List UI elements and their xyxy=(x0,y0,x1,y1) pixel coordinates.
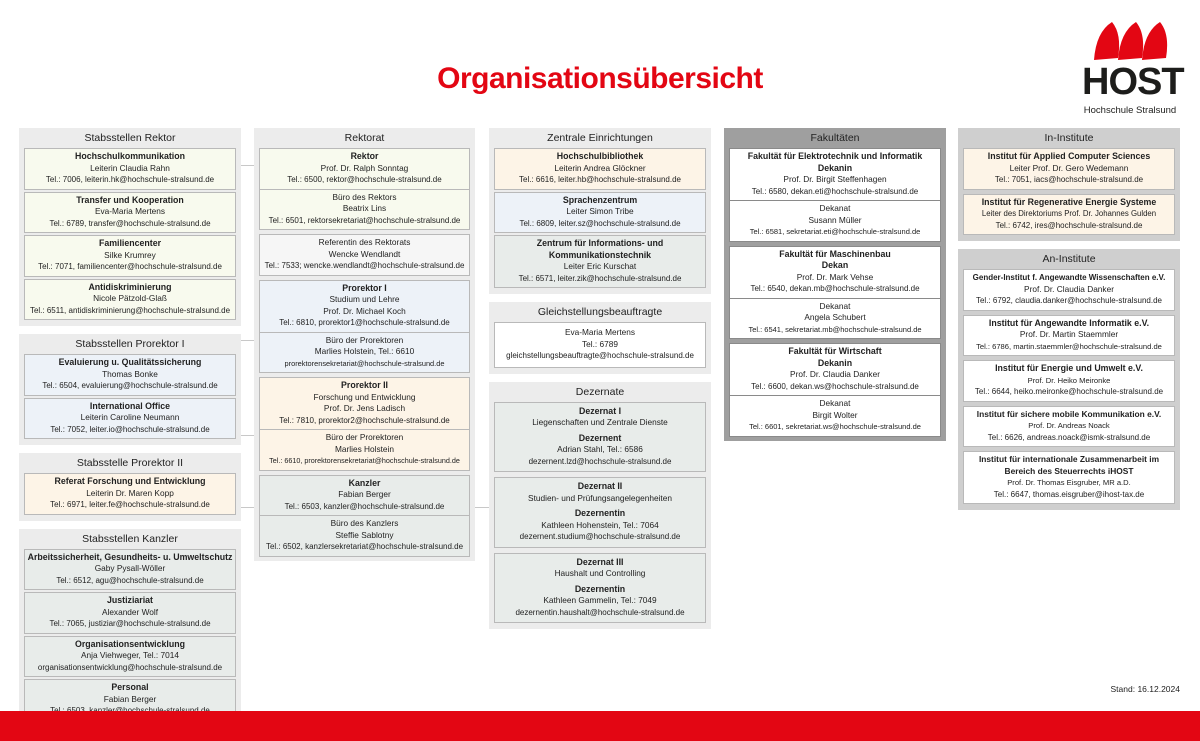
unit-person: Prof. Dr. Thomas Eisgruber, MR a.D. xyxy=(1007,478,1131,487)
unit-title: Institut für sichere mobile Kommunikation e.V. xyxy=(976,408,1162,419)
unit-person: Angela Schubert xyxy=(804,312,866,322)
unit-title: Dezernat II xyxy=(577,481,623,491)
unit-contact: Tel.: 7810, prorektor2@hochschule-stralsund.de xyxy=(279,415,450,425)
unit-title: Prorektor II xyxy=(341,380,388,390)
unit-person: Prof. Dr. Michael Koch xyxy=(323,305,406,316)
unit-person: Leiterin Claudia Rahn xyxy=(90,162,170,173)
column-institutes xyxy=(958,128,1180,518)
group-stabsstellen-rektor xyxy=(19,128,241,326)
unit-title: Personal xyxy=(111,682,149,692)
unit-box xyxy=(963,148,1175,190)
unit-contact: Tel.: 6971, leiter.fe@hochschule-stralsund.de xyxy=(50,500,210,509)
unit-contact: Tel.: 6809, leiter.sz@hochschule-stralsund.de xyxy=(519,218,681,228)
unit-box xyxy=(24,592,236,634)
dekanat-box xyxy=(729,396,941,437)
unit-title: Zentrum für Informations- und xyxy=(536,238,664,248)
unit-contact: Tel.: 6512, agu@hochschule-stralsund.de xyxy=(56,575,204,585)
unit-contact: Tel.: 6502, kanzlersekretariat@hochschule-stralsund.de xyxy=(265,542,464,551)
unit-contact: Tel.: 7065, justiziar@hochschule-stralsund.de xyxy=(49,619,211,628)
group-title: Rektorat xyxy=(344,132,385,144)
group-in-institute xyxy=(958,128,1180,241)
unit-title: Gender-Institut f. Angewandte Wissenschaften e.V. xyxy=(972,273,1166,282)
page-title: Organisationsübersicht xyxy=(437,62,763,95)
unit-contact: Tel.: 7533; wencke.wendlandt@hochschule-stralsund.de xyxy=(264,261,465,270)
unit-title: Institut für internationale Zusammenarbeit im xyxy=(978,454,1160,464)
unit-title: Justiziariat xyxy=(107,595,153,605)
unit-person: Wencke Wendlandt xyxy=(328,248,401,259)
group-zentrale-einrichtungen xyxy=(489,128,711,294)
unit-box xyxy=(24,148,236,190)
unit-title-line2: Bereich des Steuerrechts iHOST xyxy=(1004,465,1134,476)
prorektor1-pair xyxy=(259,280,470,374)
unit-box xyxy=(963,194,1175,236)
unit-person: Fabian Berger xyxy=(338,489,391,499)
unit-box xyxy=(963,315,1175,357)
unit-area: Haushalt und Controlling xyxy=(554,568,646,578)
unit-person: Nicole Pätzold-Glaß xyxy=(93,293,167,303)
unit-contact: Tel.: 6580, dekan.eti@hochschule-stralsund.de xyxy=(751,186,919,196)
unit-title: Büro des Rektors xyxy=(332,191,397,202)
unit-contact: Tel.: 6540, dekan.mb@hochschule-stralsund.de xyxy=(750,284,920,293)
unit-title: International Office xyxy=(89,400,171,411)
unit-box xyxy=(494,477,706,548)
unit-role: Dezernent xyxy=(578,432,622,443)
connector-line xyxy=(240,435,254,436)
faculty-pair xyxy=(729,246,941,340)
unit-role: Dezernentin xyxy=(574,583,626,594)
group-title: In-Institute xyxy=(1044,132,1094,144)
unit-person: Prof. Dr. Claudia Danker xyxy=(1024,283,1114,294)
unit-contact: Tel.: 7052, leiter.io@hochschule-stralsund.de xyxy=(50,424,210,434)
unit-person: Thomas Bonke xyxy=(102,368,158,379)
unit-contact: Tel.: 6601, sekretariat.ws@hochschule-stralsund.de xyxy=(749,422,921,431)
unit-contact: Tel.: 6503, kanzler@hochschule-stralsund.de xyxy=(284,501,445,511)
unit-person: Marlies Holstein, Tel.: 6610 xyxy=(314,346,415,356)
faculty-box xyxy=(729,148,941,201)
faculty-box xyxy=(729,246,941,299)
unit-role: Dekanin xyxy=(817,162,853,173)
faculty-box xyxy=(729,343,941,396)
unit-person: Prof. Dr. Martin Staemmler xyxy=(1019,329,1119,339)
unit-title: Hochschulbibliothek xyxy=(556,151,644,161)
unit-area: Forschung und Entwicklung xyxy=(313,391,416,402)
group-gleichstellung xyxy=(489,302,711,374)
unit-person: Prof. Dr. Mark Vehse xyxy=(796,271,874,282)
dekanat-box xyxy=(729,299,941,340)
unit-title: Sprachenzentrum xyxy=(562,194,638,205)
unit-person: Prof. Dr. Andreas Noack xyxy=(1028,421,1110,430)
unit-title: Transfer und Kooperation xyxy=(76,194,184,205)
unit-title: Institut für Energie und Umwelt e.V. xyxy=(995,363,1143,373)
unit-contact: Tel.: 6810, prorektor1@hochschule-stralsund.de xyxy=(279,318,450,327)
group-stabsstelle-prorektor-2 xyxy=(19,453,241,521)
group-stabsstellen-prorektor-1 xyxy=(19,334,241,445)
unit-box xyxy=(494,148,706,190)
logo-subtitle: Hochschule Stralsund xyxy=(1083,105,1177,116)
unit-contact: Tel.: 6644, heiko.meironke@hochschule-stralsund.de xyxy=(974,387,1164,396)
unit-contact: gleichstellungsbeauftragte@hochschule-stralsund.de xyxy=(506,351,694,360)
unit-person: Marlies Holstein xyxy=(334,443,395,454)
column-staff xyxy=(19,128,241,735)
unit-contact: organisationsentwicklung@hochschule-stralsund.de xyxy=(37,662,223,672)
host-logo xyxy=(1082,20,1184,116)
group-stabsstellen-kanzler xyxy=(19,529,241,727)
unit-box xyxy=(963,451,1175,504)
unit-box xyxy=(24,279,236,321)
unit-contact: dezernentin.haushalt@hochschule-stralsund.de xyxy=(515,607,685,617)
column-central xyxy=(489,128,711,637)
unit-contact: Tel.: 6571, leiter.zik@hochschule-stralsund.de xyxy=(518,273,682,283)
unit-box xyxy=(494,192,706,234)
unit-box xyxy=(24,192,236,234)
group-title: Gleichstellungsbeauftragte xyxy=(537,306,663,318)
group-title: Fakultäten xyxy=(810,132,860,144)
unit-person: Beatrix Lins xyxy=(342,203,387,213)
unit-contact: Tel.: 6786, martin.staemmler@hochschule-stralsund.de xyxy=(976,341,1162,351)
unit-contact: Tel.: 7051, iacs@hochschule-stralsund.de xyxy=(994,175,1144,184)
unit-contact: Tel.: 6501, rektorsekretariat@hochschule-stralsund.de xyxy=(268,215,461,225)
unit-box xyxy=(259,333,470,374)
connector-line xyxy=(474,507,490,508)
connector-line xyxy=(240,507,254,508)
unit-person: Kathleen Gammelin, Tel.: 7049 xyxy=(543,595,657,605)
unit-contact: Tel.: 6792, claudia.danker@hochschule-stralsund.de xyxy=(975,296,1162,305)
unit-title: Prorektor I xyxy=(342,282,387,293)
unit-person: Prof. Dr. Heiko Meironke xyxy=(1027,375,1111,385)
unit-contact: Tel.: 6742, ires@hochschule-stralsund.de xyxy=(995,220,1143,230)
unit-title: Büro der Prorektoren xyxy=(325,432,404,442)
unit-person: Leiterin Andrea Glöckner xyxy=(554,162,646,173)
unit-title: Fakultät für Elektrotechnik und Informatik xyxy=(747,151,923,161)
unit-box xyxy=(24,549,236,591)
unit-person: Eva-Maria Mertens xyxy=(94,206,166,216)
unit-title: Fakultät für Maschinenbau xyxy=(779,248,891,259)
connector-line xyxy=(240,165,254,166)
column-faculties xyxy=(724,128,946,449)
unit-person: Prof. Dr. Jens Ladisch xyxy=(323,403,406,413)
unit-box xyxy=(259,430,470,471)
unit-contact: Tel.: 6511, antidiskriminierung@hochschule-stralsund.de xyxy=(29,305,231,315)
unit-person: Prof. Dr. Ralph Sonntag xyxy=(320,162,409,173)
unit-box xyxy=(963,269,1175,311)
unit-role: Dezernentin xyxy=(574,508,626,518)
unit-title: Hochschulkommunikation xyxy=(75,151,185,161)
unit-box xyxy=(24,354,236,396)
unit-contact: Tel.: 7071, familiencenter@hochschule-stralsund.de xyxy=(38,262,222,271)
unit-box xyxy=(259,280,470,333)
unit-box xyxy=(259,234,470,276)
unit-title: Dekanat xyxy=(819,300,851,311)
unit-person: Adrian Stahl, Tel.: 6586 xyxy=(557,444,643,454)
unit-contact: dezernent.studium@hochschule-stralsund.de xyxy=(519,532,681,541)
unit-contact: Tel.: 6647, thomas.eisgruber@ihost-tax.de xyxy=(993,489,1145,499)
unit-contact: dezernent.lzd@hochschule-stralsund.de xyxy=(528,456,672,466)
group-fakultaeten xyxy=(724,128,946,441)
group-title: Stabsstellen Prorektor I xyxy=(75,338,185,350)
unit-title: Organisationsentwicklung xyxy=(75,638,185,649)
rektor-pair xyxy=(259,148,470,230)
unit-title: Rektor xyxy=(350,151,379,161)
unit-person: Leiterin Dr. Maren Kopp xyxy=(86,487,174,498)
unit-box xyxy=(963,406,1175,448)
unit-title: Institut für Applied Computer Sciences xyxy=(987,151,1151,161)
faculty-pair xyxy=(729,343,941,437)
group-title: Zentrale Einrichtungen xyxy=(547,132,653,144)
unit-title: Dezernat I xyxy=(578,405,622,416)
unit-title: Dekanat xyxy=(819,203,851,213)
unit-person: Leiter Simon Tribe xyxy=(566,206,634,216)
unit-title: Büro des Kanzlers xyxy=(330,518,399,528)
unit-box xyxy=(963,360,1175,402)
dekanat-box xyxy=(729,201,941,242)
column-rektorat xyxy=(254,128,475,569)
unit-box xyxy=(24,636,236,678)
unit-person: Eva-Maria Mertens xyxy=(564,327,636,337)
unit-person: Silke Krumrey xyxy=(104,249,156,260)
connector-line xyxy=(240,340,254,341)
unit-box xyxy=(494,235,706,288)
unit-role: Dekan xyxy=(821,260,849,270)
unit-person: Prof. Dr. Birgit Steffenhagen xyxy=(783,174,887,184)
unit-box xyxy=(259,148,470,190)
unit-area: Studien- und Prüfungsangelegenheiten xyxy=(528,492,672,503)
unit-contact: Tel.: 6500, rektor@hochschule-stralsund.de xyxy=(287,175,442,184)
unit-person: Anja Viehweger, Tel.: 7014 xyxy=(81,650,179,660)
unit-title: Institut für Angewandte Informatik e.V. xyxy=(988,317,1150,328)
unit-person: Prof. Dr. Claudia Danker xyxy=(790,369,880,379)
unit-phone: Tel.: 6789 xyxy=(582,338,618,349)
unit-person: Leiter des Direktoriums Prof. Dr. Johannes Gulden xyxy=(981,209,1157,218)
unit-person: Susann Müller xyxy=(808,214,862,225)
unit-person: Steffie Sablotny xyxy=(335,529,394,540)
group-dezernate xyxy=(489,382,711,630)
unit-person: Leiterin Caroline Neumann xyxy=(80,412,180,422)
unit-title: Antidiskriminierung xyxy=(88,281,172,292)
unit-contact: Tel.: 6610, prorektorensekretariat@hochschule-stralsund.de xyxy=(269,456,460,465)
unit-box xyxy=(259,190,470,231)
unit-person: Alexander Wolf xyxy=(101,606,159,617)
unit-title: Familiencenter xyxy=(98,238,162,248)
group-title: Stabsstelle Prorektor II xyxy=(76,457,184,469)
unit-box xyxy=(259,516,470,557)
group-title: Dezernate xyxy=(575,385,625,398)
faculty-pair xyxy=(729,148,941,242)
unit-title-line2: Kommunikationstechnik xyxy=(548,249,652,260)
unit-person: Kathleen Hohenstein, Tel.: 7064 xyxy=(541,519,659,530)
unit-contact: Tel.: 6600, dekan.ws@hochschule-stralsund.de xyxy=(751,381,919,391)
unit-title: Arbeitssicherheit, Gesundheits- u. Umweltschutz xyxy=(27,551,233,562)
logo-wordmark: HOST xyxy=(1082,61,1184,103)
unit-contact: Tel.: 7006, leiterin.hk@hochschule-stralsund.de xyxy=(45,175,215,184)
unit-contact: Tel.: 6581, sekretariat.eti@hochschule-stralsund.de xyxy=(749,227,921,236)
prorektor2-pair xyxy=(259,377,470,471)
unit-person: Birgit Wolter xyxy=(812,409,858,420)
unit-title: Fakultät für Wirtschaft xyxy=(788,346,882,356)
group-title: Stabsstellen Rektor xyxy=(84,132,176,144)
group-title: An-Institute xyxy=(1042,253,1096,265)
unit-person: Leiter Eric Kurschat xyxy=(563,261,637,271)
group-title: Stabsstellen Kanzler xyxy=(82,532,178,545)
unit-box xyxy=(494,553,706,624)
unit-area: Studium und Lehre xyxy=(329,294,400,304)
unit-box xyxy=(24,473,236,515)
group-an-institute xyxy=(958,249,1180,510)
unit-contact: Tel.: 6626, andreas.noack@ismk-stralsund.de xyxy=(987,432,1151,442)
unit-person: Leiter Prof. Dr. Gero Wedemann xyxy=(1009,162,1129,173)
unit-title: Dezernat III xyxy=(576,556,624,567)
group-rektorat xyxy=(254,128,475,561)
unit-person: Gaby Pysall-Wöller xyxy=(94,563,166,573)
unit-contact: Tel.: 6504, evaluierung@hochschule-stralsund.de xyxy=(42,381,218,390)
unit-box xyxy=(494,322,706,368)
unit-person: Fabian Berger xyxy=(103,693,157,704)
unit-title: Evaluierung u. Qualitätssicherung xyxy=(58,357,202,367)
unit-title: Büro der Prorektoren xyxy=(325,334,404,345)
unit-contact: prorektorensekretariat@hochschule-stralsund.de xyxy=(284,358,445,368)
unit-title: Referat Forschung und Entwicklung xyxy=(54,476,206,486)
unit-contact: Tel.: 6541, sekretariat.mb@hochschule-stralsund.de xyxy=(748,324,922,334)
unit-box xyxy=(259,475,470,517)
footer-bar xyxy=(0,711,1200,741)
unit-contact: Tel.: 6789, transfer@hochschule-stralsund.de xyxy=(49,218,211,228)
unit-contact: Tel.: 6616, leiter.hb@hochschule-stralsund.de xyxy=(519,175,681,184)
kanzler-pair xyxy=(259,475,470,557)
unit-box xyxy=(24,235,236,277)
unit-title: Referentin des Rektorats xyxy=(318,237,411,247)
unit-box xyxy=(24,398,236,440)
unit-title: Institut für Regenerative Energie Systeme xyxy=(981,196,1157,207)
unit-title: Dekanat xyxy=(819,398,851,408)
unit-box xyxy=(259,377,470,430)
sail-logo-icon xyxy=(1092,20,1172,62)
unit-area: Liegenschaften und Zentrale Dienste xyxy=(532,417,668,427)
unit-title: Kanzler xyxy=(348,477,381,488)
unit-box xyxy=(494,402,706,473)
stand-date: Stand: 16.12.2024 xyxy=(1110,684,1180,694)
unit-role: Dekanin xyxy=(817,357,853,368)
